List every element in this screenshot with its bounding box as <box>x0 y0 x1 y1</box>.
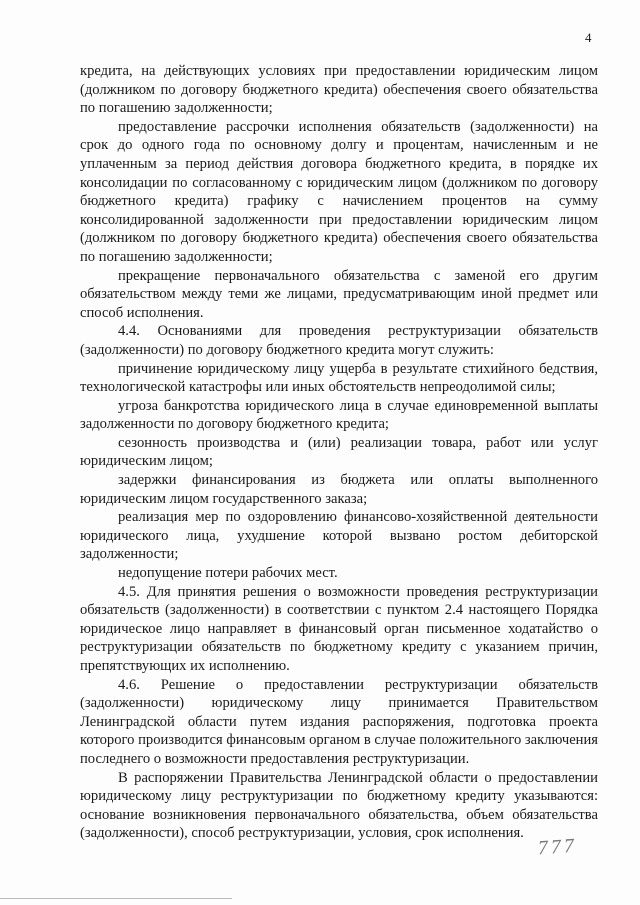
paragraph-seasonality: сезонность производства и (или) реализации товара, работ или услуг юридическим лицом; <box>80 434 598 470</box>
paragraph-bankruptcy: угроза банкротства юридического лица в случае единовременной выплаты задолженности по договору бюджетного кредита; <box>80 397 598 433</box>
paragraph-continuation: кредита, на действующих условиях при предоставлении юридическим лицом (должником по договору бюджетного кредита) обеспечения своего обязательства по погашению задолженности; <box>80 63 598 117</box>
paragraph-4-4: 4.4. Основаниями для проведения реструктуризации обязательств (задолженности) по договору бюджетного кредита могут служить: <box>80 323 598 358</box>
paragraph-damage: причинение юридическому лицу ущерба в результате стихийного бедствия, технологической катастрофы или иных обстоятельств непреодолимой силы; <box>80 360 598 396</box>
handwritten-mark: 777 <box>537 834 578 860</box>
paragraph-4-6: 4.6. Решение о предоставлении реструктуризации обязательств (задолженности) юридическому лицу принимается Правительством Ленинградской области путем издания распоряжения, подготовка проекта которого производится финансовым органом в случае положительного заключения последнего о возможности предоставления реструктуризации. <box>80 676 598 767</box>
paragraph-recovery: реализация мер по оздоровлению финансово-хозяйственной деятельности юридического лица, ухудшение которой вызвано ростом дебиторской задолженности; <box>80 509 598 563</box>
document-body <box>80 62 598 843</box>
paragraph-order-contents: В распоряжении Правительства Ленинградской области о предоставлении юридическому лицу реструктуризации по бюджетному кредиту указываются: основание возникновения первоначального обязательства, объем обязательства (задолженности), способ реструктуризации, условия, срок исполнения. <box>80 769 598 842</box>
scan-edge-line <box>0 898 232 899</box>
paragraph-financing-delays: задержки финансирования из бюджета или оплаты выполненного юридическим лицом государственного заказа; <box>80 472 598 507</box>
paragraph-installment: предоставление рассрочки исполнения обязательств (задолженности) на срок до одного года по основному долгу и процентам, начисленным и не уплаченным за период действия договора бюджетного кредита, в порядке их консолидации по согласованному с юридическим лицом (должником по договору бюджетного кредита) графику с начислением процентов на сумму консолидированной задолженности при предоставлении юридическим лицом (должником по договору бюджетного кредита) обеспечения своего обязательства по погашению задолженности; <box>80 118 598 265</box>
page-number: 4 <box>585 30 592 45</box>
paragraph-4-5: 4.5. Для принятия решения о возможности проведения реструктуризации обязательств (задолженности) в соответствии с пунктом 2.4 настоящего Порядка юридическое лицо направляет в финансовый орган письменное ходатайство о реструктуризации обязательств по бюджетному кредиту с указанием причин, препятствующих их исполнению. <box>80 583 598 674</box>
paragraph-jobs: недопущение потери рабочих мест. <box>118 565 338 582</box>
paragraph-termination: прекращение первоначального обязательства с заменой его другим обязательством между теми же лицами, предусматривающим иной предмет или способ исполнения. <box>80 267 598 321</box>
